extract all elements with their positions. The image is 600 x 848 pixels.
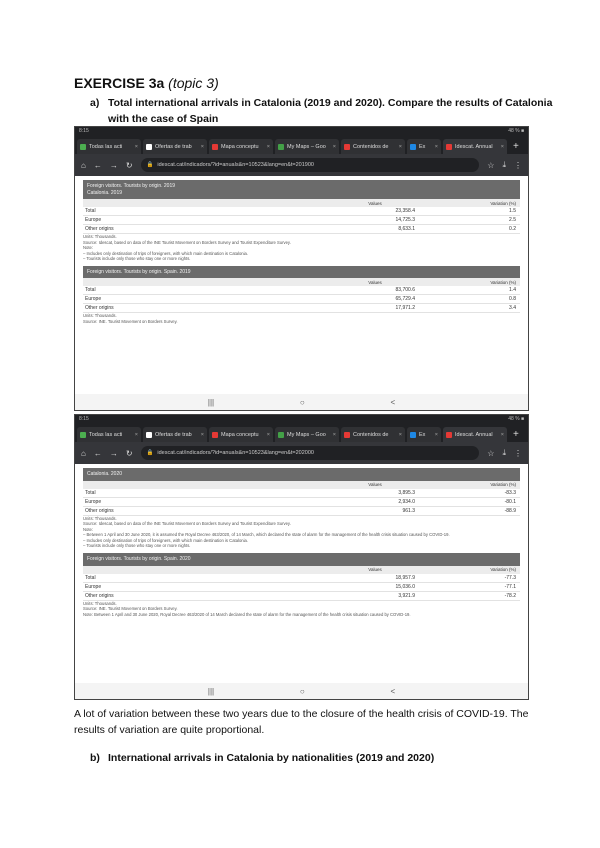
tab-label: Todas las acti: [89, 431, 123, 438]
favicon-icon: [410, 432, 416, 438]
table-note: Note: Between 1 April and 30 June 2020, Royal Decree 463/2020 of 14 March declared the state of alarm for the management of the health crisis situation caused by COVID-19.: [83, 611, 411, 617]
table-note: Units: Thousands.: [83, 234, 117, 239]
table-body: [83, 574, 520, 601]
question-a-line2: with the case of Spain: [108, 113, 219, 125]
recent-apps-icon[interactable]: |||: [207, 686, 215, 696]
table-note: – Includes only destination of trips of foreigners, with which main destination is Catalonia.: [83, 250, 249, 256]
menu-icon[interactable]: ⋮: [514, 448, 522, 458]
browser-tab[interactable]: [275, 139, 339, 154]
column-headers: [83, 566, 520, 574]
column-headers: [83, 199, 520, 207]
table-row: [83, 574, 520, 583]
address-bar[interactable]: [141, 446, 480, 460]
favicon-icon: [344, 144, 350, 150]
forward-icon[interactable]: →: [109, 160, 118, 170]
favicon-icon: [446, 144, 452, 150]
download-icon[interactable]: ⤓: [502, 448, 506, 457]
status-battery: 48 % ■: [508, 416, 524, 422]
download-icon[interactable]: ⤓: [502, 160, 506, 169]
row-value: 8,633.1: [398, 226, 415, 232]
table-row: [83, 295, 520, 304]
url-text: idescat.cat/indicadors/?id=anuals&n=10523&lang=en&t=202000: [157, 450, 314, 456]
status-battery: 48 % ■: [508, 128, 524, 134]
row-label: Other origins: [85, 226, 114, 232]
table-note: Source: INE. Tourist Movement on Borders Survey.: [83, 319, 178, 325]
tab-label: My Maps – Goo: [287, 431, 326, 438]
col-variation: Variation (%): [490, 279, 516, 285]
table-note: Note:: [83, 245, 94, 251]
recent-apps-icon[interactable]: |||: [207, 397, 215, 407]
row-variation: 3.4: [509, 305, 516, 312]
row-label: Europe: [85, 498, 102, 505]
exercise-title: EXERCISE 3a: [74, 75, 165, 91]
status-bar: [75, 415, 528, 424]
close-tab-icon[interactable]: ×: [200, 431, 204, 438]
table-row: [83, 216, 520, 225]
table-row: [83, 207, 520, 216]
exercise-topic: (topic 3): [168, 75, 219, 91]
close-tab-icon[interactable]: ×: [398, 143, 402, 150]
android-nav-bar: [75, 683, 528, 699]
home-icon[interactable]: ⌂: [81, 160, 86, 170]
row-variation: 0.8: [509, 296, 516, 303]
browser-tab[interactable]: [407, 427, 441, 442]
row-variation: 0.2: [509, 226, 516, 232]
table-row: [83, 304, 520, 313]
browser-tab[interactable]: [443, 139, 507, 154]
favicon-icon: [146, 432, 152, 438]
row-label: Total: [85, 489, 96, 496]
close-tab-icon[interactable]: ×: [134, 143, 138, 150]
close-tab-icon[interactable]: ×: [398, 431, 402, 438]
question-a-line1: Total international arrivals in Catalonia (2019 and 2020). Compare the results of Catalonia: [108, 97, 553, 109]
tab-label: Contenidos de: [353, 431, 389, 438]
tab-bar: [75, 136, 528, 154]
table-note: Source: INE. Tourist Movement on Borders Survey.: [83, 606, 178, 612]
table-note: Source: Idescat, based on data of the INE Tourist Movement on Borders Survey and Tourist Expenditure Survey.: [83, 521, 291, 527]
row-value: 17,971.2: [395, 305, 415, 312]
table-row: [83, 225, 520, 234]
row-variation: 1.4: [509, 287, 516, 294]
table-note: Source: Idescat, based on data of the INE Tourist Movement on Borders Survey and Tourist Expenditure Survey.: [83, 239, 291, 245]
browser-tab[interactable]: [341, 427, 405, 442]
forward-icon[interactable]: →: [109, 448, 118, 458]
table-title: Foreign visitors. Tourists by origin. Spain. 2019: [87, 268, 191, 275]
column-headers: [83, 278, 520, 286]
table-notes: [83, 601, 520, 618]
toolbar: [75, 442, 528, 464]
table-note: – Includes only destination of trips of foreigners, with which main destination is Catalonia.: [83, 537, 249, 543]
tab-label: Contenidos de: [353, 143, 389, 150]
bookmark-star-icon[interactable]: ☆: [487, 448, 495, 458]
tab-label: Ofertas de trab: [155, 143, 192, 150]
tab-label: Idescat. Annual: [455, 431, 493, 438]
question-b-letter: b): [90, 752, 100, 764]
question-b-text: International arrivals in Catalonia by nationalities (2019 and 2020): [108, 752, 435, 764]
row-value: 83,700.6: [395, 287, 415, 294]
column-headers: [83, 481, 520, 489]
row-value: 15,036.0: [395, 583, 415, 590]
close-tab-icon[interactable]: ×: [134, 431, 138, 438]
row-label: Total: [85, 287, 96, 294]
home-circle-icon[interactable]: ○: [299, 397, 305, 407]
table-notes: [83, 313, 520, 324]
table-title: Foreign visitors. Tourists by origin. Spain. 2020: [87, 556, 191, 563]
table-header: [83, 468, 520, 481]
col-values: Values: [368, 482, 382, 487]
tab-label: Mapa conceptu: [221, 143, 259, 150]
close-tab-icon[interactable]: ×: [434, 431, 438, 438]
favicon-icon: [344, 432, 350, 438]
menu-icon[interactable]: ⋮: [514, 160, 522, 170]
close-tab-icon[interactable]: ×: [500, 431, 504, 438]
row-label: Other origins: [85, 305, 114, 312]
browser-tab[interactable]: [275, 427, 339, 442]
lock-icon: 🔒: [146, 162, 154, 168]
row-variation: -77.3: [504, 574, 516, 581]
exercise-heading: [74, 75, 219, 91]
tab-label: My Maps – Goo: [287, 143, 326, 150]
browser-tab[interactable]: [407, 139, 441, 154]
back-icon[interactable]: ←: [93, 160, 102, 170]
question-a: [90, 95, 560, 127]
table-row: [83, 583, 520, 592]
browser-tab[interactable]: [209, 427, 273, 442]
new-tab-button[interactable]: +: [513, 141, 519, 152]
browser-tab[interactable]: [143, 427, 207, 442]
row-value: 961.3: [402, 507, 415, 514]
android-nav-bar: [75, 394, 528, 410]
row-variation: -80.1: [504, 498, 516, 505]
browser-tab[interactable]: [143, 139, 207, 154]
table-body: [83, 286, 520, 313]
table-row: [83, 489, 520, 498]
screenshot-2020: [74, 414, 529, 700]
favicon-icon: [212, 144, 218, 150]
row-value: 3,921.9: [398, 592, 415, 599]
row-variation: -77.1: [504, 583, 516, 590]
table-subtitle: Catalonia. 2019: [87, 189, 123, 196]
table-row: [83, 507, 520, 516]
lock-icon: 🔒: [146, 450, 154, 456]
favicon-icon: [278, 432, 284, 438]
row-variation: -78.2: [504, 592, 516, 599]
col-variation: Variation (%): [490, 482, 516, 487]
reload-icon[interactable]: ↻: [125, 160, 133, 170]
browser-tab[interactable]: [209, 139, 273, 154]
row-label: Europe: [85, 296, 102, 303]
browser-tab[interactable]: [443, 427, 507, 442]
row-variation: -83.3: [504, 489, 516, 496]
tab-label: Ofertas de trab: [155, 431, 192, 438]
row-value: 18,957.9: [395, 574, 415, 581]
col-variation: Variation (%): [490, 200, 516, 206]
close-tab-icon[interactable]: ×: [266, 431, 270, 438]
table-body: [83, 207, 520, 234]
favicon-icon: [278, 144, 284, 150]
tab-bar: [75, 424, 528, 442]
row-label: Europe: [85, 217, 102, 223]
table-notes: [83, 516, 520, 550]
table-note: – Between 1 April and 30 June 2020, it is assumed the Royal Decree 463/2020, of 14 March, which declared the state of alarm for the management of the health crisis situation caused by COVID-19.: [83, 532, 450, 538]
tab-label: Idescat. Annual: [455, 143, 493, 150]
tab-label: Ex: [419, 143, 426, 150]
new-tab-button[interactable]: +: [513, 429, 519, 440]
bookmark-star-icon[interactable]: ☆: [487, 160, 495, 170]
page-content: [75, 464, 528, 621]
table-row: [83, 592, 520, 601]
row-variation: -88.9: [504, 507, 516, 514]
table-notes: [83, 234, 520, 262]
col-values: Values: [368, 200, 382, 206]
home-circle-icon[interactable]: ○: [299, 686, 305, 696]
favicon-icon: [146, 144, 152, 150]
table-note: Units: Thousands.: [83, 515, 117, 521]
row-variation: 1.5: [509, 208, 516, 214]
row-label: Other origins: [85, 592, 114, 599]
table-subtitle: Catalonia. 2020: [87, 471, 123, 477]
back-nav-icon[interactable]: <: [390, 686, 396, 696]
table-header: [83, 266, 520, 279]
row-variation: 2.5: [509, 217, 516, 223]
url-text: idescat.cat/indicadors/?id=anuals&n=10523&lang=en&t=201900: [157, 162, 314, 168]
col-variation: Variation (%): [490, 567, 516, 573]
row-label: Total: [85, 574, 96, 581]
col-values: Values: [368, 279, 382, 285]
table-row: [83, 286, 520, 295]
page-content: [75, 176, 528, 329]
table-note: – Tourists include only those who stay one or more nights.: [83, 543, 191, 549]
row-value: 14,725.3: [395, 217, 415, 223]
table-note: – Tourists include only those who stay one or more nights.: [83, 256, 191, 262]
table-note: Units: Thousands.: [83, 313, 117, 319]
row-value: 3,895.3: [398, 489, 415, 496]
row-value: 2,934.0: [398, 498, 415, 505]
reload-icon[interactable]: ↻: [125, 448, 133, 458]
table-body: [83, 489, 520, 516]
close-tab-icon[interactable]: ×: [434, 143, 438, 150]
status-time: 8:15: [79, 416, 89, 422]
table-header: [83, 180, 520, 199]
question-a-letter: a): [90, 97, 100, 109]
tab-label: Mapa conceptu: [221, 431, 259, 438]
back-icon[interactable]: ←: [93, 448, 102, 458]
col-values: Values: [368, 567, 382, 573]
close-tab-icon[interactable]: ×: [332, 431, 336, 438]
row-label: Total: [85, 208, 96, 214]
favicon-icon: [80, 144, 86, 150]
favicon-icon: [410, 144, 416, 150]
tab-label: Todas las acti: [89, 143, 123, 150]
status-bar: [75, 127, 528, 136]
row-value: 23,358.4: [395, 208, 415, 214]
question-b: [90, 752, 434, 764]
home-icon[interactable]: ⌂: [81, 448, 86, 458]
browser-tab[interactable]: [341, 139, 405, 154]
screenshot-2019: [74, 126, 529, 411]
browser-tab[interactable]: [77, 427, 141, 442]
favicon-icon: [446, 432, 452, 438]
status-time: 8:15: [79, 128, 89, 134]
favicon-icon: [80, 432, 86, 438]
browser-tab[interactable]: [77, 139, 141, 154]
answer-paragraph: A lot of variation between these two years due to the closure of the health crisis of COVID-19. The results of variation are quite proportional.: [74, 708, 529, 736]
table-title: Foreign visitors. Tourists by origin. 2019: [87, 183, 176, 189]
back-nav-icon[interactable]: <: [390, 397, 396, 407]
table-note: Note:: [83, 526, 94, 532]
tab-label: Ex: [419, 431, 426, 438]
row-label: Europe: [85, 583, 102, 590]
table-note: Units: Thousands.: [83, 600, 117, 606]
close-tab-icon[interactable]: ×: [266, 143, 270, 150]
close-tab-icon[interactable]: ×: [500, 143, 504, 150]
row-label: Other origins: [85, 507, 114, 514]
toolbar: [75, 154, 528, 176]
close-tab-icon[interactable]: ×: [200, 143, 204, 150]
table-header: [83, 553, 520, 566]
row-value: 65,729.4: [395, 296, 415, 303]
table-row: [83, 498, 520, 507]
favicon-icon: [212, 432, 218, 438]
close-tab-icon[interactable]: ×: [332, 143, 336, 150]
address-bar[interactable]: [141, 158, 480, 172]
